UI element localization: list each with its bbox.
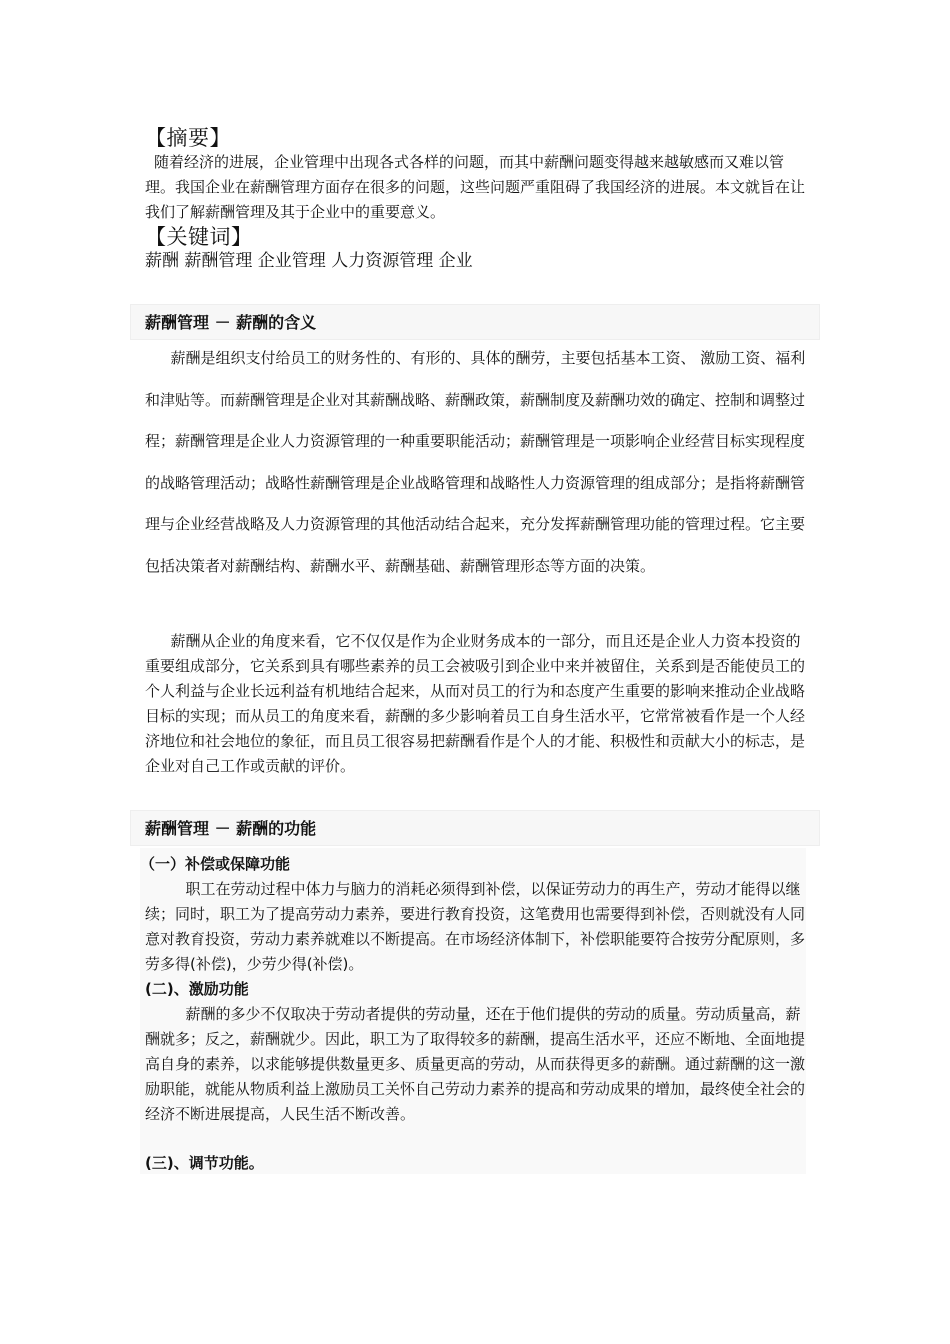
abstract-heading: 【摘要】	[145, 126, 231, 150]
section-title: 薪酬管理 － 薪酬的含义	[145, 313, 317, 332]
keywords-heading: 【关键词】	[145, 225, 253, 249]
function-paragraph-1: 职工在劳动过程中体力与脑力的消耗必须得到补偿，以保证劳动力的再生产，劳动才能得以继续；同时，职工为了提高劳动力素养，要进行教育投资，这笔费用也需要得到补偿，否则就没有人同意对教育投资，劳动力素养就难以不断提高。在市场经济体制下，补偿职能要符合按劳分配原则，多劳多得(补偿)，少劳少得(补偿)。	[145, 880, 806, 973]
keywords-text: 薪酬 薪酬管理 企业管理 人力资源管理 企业	[145, 251, 473, 271]
meaning-paragraph-2: 薪酬从企业的角度来看，它不仅仅是作为企业财务成本的一部分，而且还是企业人力资本投资的重要组成部分，它关系到具有哪些素养的员工会被吸引到企业中来并被留住，关系到是否能使员工的个人利益与企业长远利益有机地结合起来，从而对员工的行为和态度产生重要的影响来推动企业战略目标的实现；而从员工的角度来看，薪酬的多少影响着员工自身生活水平，它常常被看作是一个人经济地位和社会地位的象征，而且员工很容易把薪酬看作是个人的才能、积极性和贡献大小的标志，是企业对自己工作或贡献的评价。	[145, 632, 806, 775]
function-subheading-2: (二)、激励功能	[145, 980, 249, 998]
section-header-meaning	[130, 304, 820, 340]
function-subheading-1: （一）补偿或保障功能	[140, 855, 291, 873]
section-title: 薪酬管理 － 薪酬的功能	[145, 819, 317, 838]
meaning-paragraph-1: 薪酬是组织支付给员工的财务性的、有形的、具体的酬劳，主要包括基本工资、 激励工资、福利和津贴等。而薪酬管理是企业对其薪酬战略、薪酬政策，薪酬制度及薪酬功效的确定、控制和调整过程；薪酬管理是企业人力资源管理的一种重要职能活动；薪酬管理是一项影响企业经营目标实现程度的战略管理活动；战略性薪酬管理是企业战略管理和战略性人力资源管理的组成部分；是指将薪酬管理与企业经营战略及人力资源管理的其他活动结合起来，充分发挥薪酬管理功能的管理过程。它主要包括决策者对薪酬结构、薪酬水平、薪酬基础、薪酬管理形态等方面的决策。	[145, 349, 806, 575]
abstract-text: 随着经济的进展，企业管理中出现各式各样的问题，而其中薪酬问题变得越来越敏感而又难以管理。我国企业在薪酬管理方面存在很多的问题，这些问题严重阻碍了我国经济的进展。本文就旨在让我们了解薪酬管理及其于企业中的重要意义。	[145, 153, 806, 221]
section-header-function	[130, 810, 820, 846]
function-subheading-3: (三)、调节功能。	[145, 1154, 264, 1172]
function-paragraph-2: 薪酬的多少不仅取决于劳动者提供的劳动量，还在于他们提供的劳动的质量。劳动质量高，薪酬就多；反之，薪酬就少。因此，职工为了取得较多的薪酬，提高生活水平，还应不断地、全面地提高自身的素养，以求能够提供数量更多、质量更高的劳动，从而获得更多的薪酬。通过薪酬的这一激励职能，就能从物质利益上激励员工关怀自己劳动力素养的提高和劳动成果的增加，最终使全社会的经济不断进展提高，人民生活不断改善。	[145, 1005, 806, 1123]
